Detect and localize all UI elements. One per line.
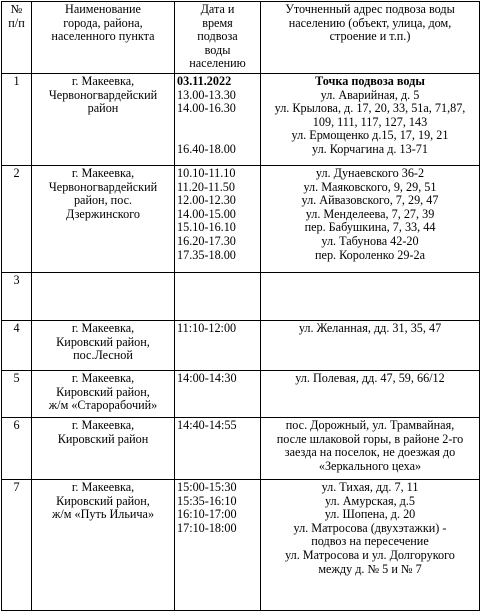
cell-line: 14:00-14:30 bbox=[177, 371, 237, 385]
cell-line: г. Макеевка, bbox=[71, 321, 135, 335]
row-number: 3 bbox=[2, 273, 32, 321]
row-number: 2 bbox=[2, 166, 32, 273]
cell-line: г. Макеевка, bbox=[71, 480, 135, 494]
row-locality bbox=[32, 480, 175, 611]
cell-line: ул. Менделеева, 7, 27, 39 bbox=[305, 206, 435, 221]
cell-line: 10.10-11.10 bbox=[177, 166, 236, 180]
cell-line: «Зеркального цеха» bbox=[318, 458, 422, 473]
cell-line: ул. Желанная, дд. 31, 35, 47 bbox=[298, 321, 442, 335]
header-city bbox=[32, 2, 175, 74]
cell-line: Точка подвоза воды bbox=[315, 74, 425, 88]
row-locality bbox=[32, 273, 175, 321]
cell-line: 11:10-12:00 bbox=[177, 321, 237, 335]
row-number: 5 bbox=[2, 371, 32, 418]
table-row bbox=[2, 166, 480, 273]
cell-line: Кировский район, bbox=[56, 493, 150, 508]
row-locality bbox=[32, 166, 175, 273]
cell-line: ул. Тихая, дд. 7, 11 bbox=[321, 480, 419, 494]
row-locality bbox=[32, 321, 175, 371]
row-datetime bbox=[175, 371, 261, 418]
cell-line: г. Макеевка, bbox=[71, 166, 135, 180]
cell-line: Дзержинского bbox=[66, 206, 140, 221]
row-address bbox=[261, 371, 480, 418]
cell-line: подвоза bbox=[197, 29, 238, 44]
cell-line: ул. Полевая, дд. 47, 59, 66/12 bbox=[295, 371, 445, 385]
cell-line: 12.00-12.30 bbox=[177, 193, 236, 208]
cell-line: ул. Амурская, д.5 bbox=[324, 493, 416, 508]
row-address bbox=[261, 480, 480, 611]
cell-line: Дата и bbox=[200, 2, 235, 16]
cell-line: ул. Корчагина д. 13-71 bbox=[312, 141, 428, 156]
row-datetime bbox=[175, 418, 261, 480]
cell-line: 16.40-18.00 bbox=[177, 141, 236, 156]
header-date bbox=[175, 2, 261, 74]
cell-line: район bbox=[87, 101, 119, 116]
cell-line: ул. Крылова, д. 17, 20, 33, 51а, 71,87, bbox=[274, 101, 466, 116]
cell-line: № bbox=[10, 2, 23, 16]
row-address bbox=[261, 321, 480, 371]
cell-line: ул. Аварийная, д. 5 bbox=[320, 87, 420, 102]
cell-line: 15.10-16.10 bbox=[177, 220, 236, 235]
row-number: 4 bbox=[2, 321, 32, 371]
cell-line: Червоногвардейский bbox=[48, 87, 158, 102]
header-row bbox=[2, 2, 480, 74]
row-locality bbox=[32, 74, 175, 166]
water-delivery-table bbox=[1, 1, 480, 611]
cell-line: ул. Матросова (двухэтажки) - bbox=[293, 520, 447, 535]
cell-line: пер. Бабушкина, 7, 33, 44 bbox=[304, 220, 436, 235]
cell-line: 109, 111, 117, 127, 143 bbox=[312, 114, 428, 129]
cell-line: ул. Айвазовского, 7, 29, 47 bbox=[301, 193, 439, 208]
cell-line: г. Макеевка, bbox=[71, 74, 135, 88]
cell-line: населению bbox=[189, 56, 246, 71]
row-locality bbox=[32, 371, 175, 418]
cell-line: строение и т.п.) bbox=[329, 29, 411, 44]
table-row bbox=[2, 74, 480, 166]
row-address bbox=[261, 166, 480, 273]
row-address bbox=[261, 418, 480, 480]
cell-line: ул. Шопена, д. 20 bbox=[324, 507, 416, 522]
cell-line: Уточненный адрес подвоза воды bbox=[285, 2, 455, 16]
cell-line: ул. Дунаевского 36-2 bbox=[315, 166, 425, 180]
table-row bbox=[2, 273, 480, 321]
cell-line: 16.20-17.30 bbox=[177, 233, 236, 248]
cell-line: ул. Маяковского, 9, 29, 51 bbox=[303, 179, 437, 194]
row-locality bbox=[32, 418, 175, 480]
cell-line: 14.00-16.30 bbox=[177, 101, 236, 116]
cell-line: 14.00-15.00 bbox=[177, 206, 236, 221]
cell-line: 14:40-14:55 bbox=[177, 418, 237, 432]
row-address bbox=[261, 74, 480, 166]
row-datetime bbox=[175, 74, 261, 166]
row-datetime bbox=[175, 273, 261, 321]
cell-line: 15:00-15:30 bbox=[177, 480, 237, 494]
cell-line: пос.Лесной bbox=[73, 348, 133, 363]
cell-line: г. Макеевка, bbox=[71, 418, 135, 432]
cell-line: населению (объект, улица, дом, bbox=[288, 15, 452, 30]
cell-line: воды bbox=[204, 42, 231, 57]
cell-line: ул. Табунова 42-20 bbox=[321, 233, 419, 248]
cell-line: 17:10-18:00 bbox=[177, 520, 237, 535]
row-address bbox=[261, 273, 480, 321]
cell-line bbox=[177, 116, 258, 130]
table-row bbox=[2, 480, 480, 611]
cell-line: заезда на поселок, не доезжая до bbox=[284, 445, 456, 460]
cell-line: Кировский район, bbox=[56, 334, 150, 349]
cell-line: район, пос. bbox=[73, 193, 133, 208]
cell-line: 16:10-17:00 bbox=[177, 507, 237, 522]
cell-line: ж/м «Старорабочий» bbox=[48, 398, 158, 413]
table-row bbox=[2, 418, 480, 480]
cell-line: между д. № 5 и № 7 bbox=[318, 561, 422, 576]
row-number: 7 bbox=[2, 480, 32, 611]
cell-line: Наименование bbox=[65, 2, 141, 16]
cell-line: подвоз на пересечение bbox=[311, 534, 429, 549]
row-number: 6 bbox=[2, 418, 32, 480]
row-datetime bbox=[175, 321, 261, 371]
cell-line bbox=[177, 129, 258, 143]
cell-line: 11.20-11.50 bbox=[177, 179, 235, 194]
cell-line: после шлаковой горы, в районе 2-го bbox=[276, 431, 464, 446]
cell-line: время bbox=[202, 15, 233, 30]
cell-line: ж/м «Путь Ильича» bbox=[51, 507, 155, 522]
cell-line: 15:35-16:10 bbox=[177, 493, 237, 508]
header-address bbox=[261, 2, 480, 74]
cell-line: Кировский район bbox=[57, 431, 149, 446]
cell-line: пос. Дорожный, ул. Трамвайная, bbox=[285, 418, 455, 432]
cell-line: 03.11.2022 bbox=[177, 74, 232, 88]
cell-line: города, района, bbox=[63, 15, 143, 30]
table-row bbox=[2, 321, 480, 371]
table-row bbox=[2, 371, 480, 418]
cell-line: Червоногвардейский bbox=[48, 179, 158, 194]
cell-line: 17.35-18.00 bbox=[177, 247, 236, 262]
cell-line: г. Макеевка, bbox=[71, 371, 135, 385]
cell-line: населенного пункта bbox=[51, 29, 155, 44]
cell-line: пер. Короленко 29-2а bbox=[315, 247, 425, 262]
cell-line: ул. Матросова и ул. Долгорукого bbox=[285, 547, 455, 562]
cell-line: ул. Ермощенко д.15, 17, 19, 21 bbox=[291, 128, 449, 143]
row-datetime bbox=[175, 480, 261, 611]
cell-line: 13.00-13.30 bbox=[177, 87, 236, 102]
row-datetime bbox=[175, 166, 261, 273]
row-number: 1 bbox=[2, 74, 32, 166]
cell-line: Кировский район, bbox=[56, 384, 150, 399]
header-num bbox=[2, 2, 32, 74]
cell-line: п/п bbox=[8, 15, 25, 30]
